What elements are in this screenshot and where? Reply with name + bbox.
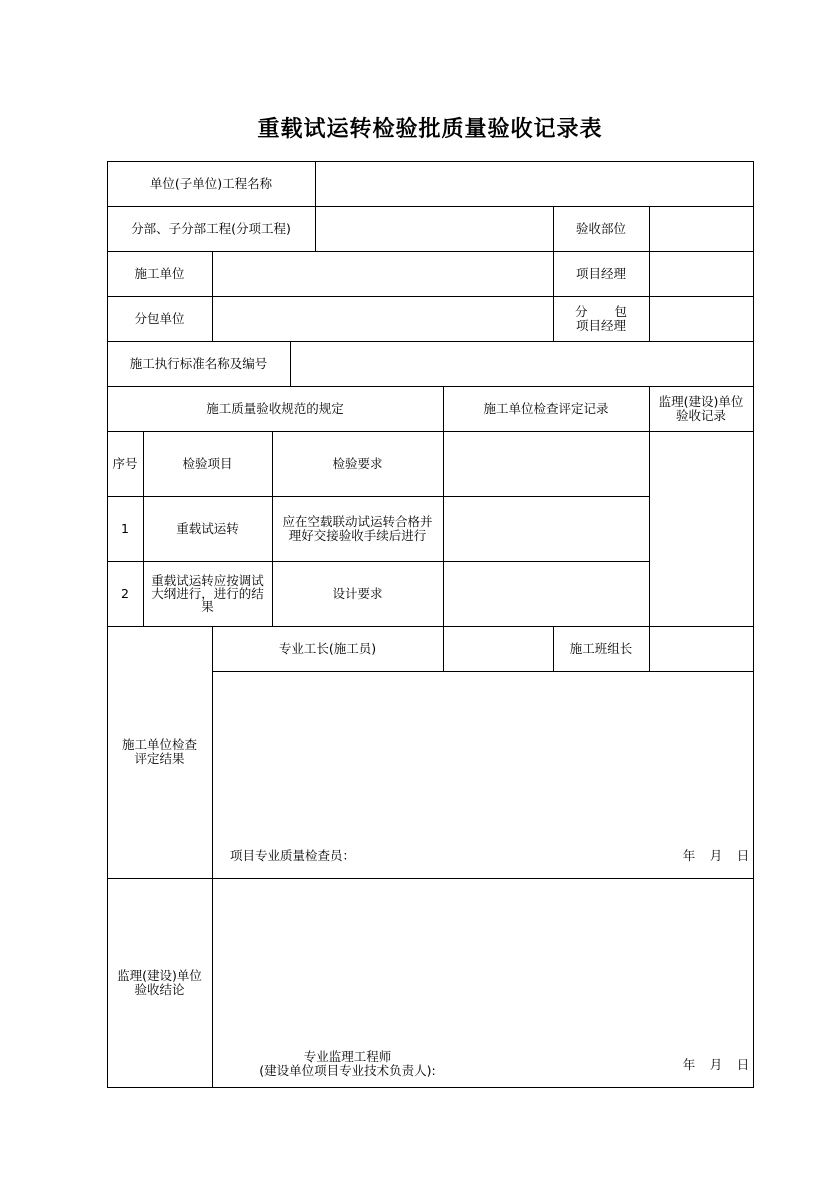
subcontract-pm-bottom: 项目经理 — [575, 317, 626, 333]
result-date-month: 月 — [709, 848, 723, 863]
result-date-day: 日 — [736, 848, 750, 863]
item-2-name — [143, 561, 272, 626]
supervising-engineer-label — [245, 1049, 450, 1079]
item-2-name-line2: 大纲进行，进行的结 — [151, 586, 264, 601]
supervising-engineer-line1: 专业监理工程师 — [303, 1049, 392, 1064]
spec-rules-header: 施工质量验收规范的规定 — [206, 400, 344, 416]
supervisor-conclusion-label — [107, 878, 212, 1087]
item-1-no: 1 — [121, 520, 129, 536]
subcontract-unit-field[interactable] — [213, 297, 553, 341]
supervisor-record-cell[interactable] — [650, 432, 753, 626]
item-2-no: 2 — [121, 585, 129, 601]
supervisor-conclusion-field[interactable] — [213, 879, 753, 1044]
standard-field[interactable] — [291, 342, 753, 386]
subcontract-unit-label: 分包单位 — [134, 310, 185, 326]
subcontract-pm-top — [575, 305, 627, 319]
col-item-header: 检验项目 — [182, 455, 233, 471]
conclusion-date-month: 月 — [709, 1057, 723, 1072]
supervisor-conclusion-line1: 监理(建设)单位 — [117, 967, 202, 983]
subcontract-pm-field[interactable] — [650, 297, 753, 341]
supervising-engineer-line2: (建设单位项目专业技术负责人): — [259, 1063, 436, 1078]
grid-line — [107, 1087, 754, 1088]
form-title: 重载试运转检验批质量验收记录表 — [257, 116, 603, 142]
item-1-requirement — [272, 496, 443, 561]
col-requirement-header: 检验要求 — [332, 455, 383, 471]
project-manager-field[interactable] — [650, 252, 753, 296]
project-name-field[interactable] — [316, 162, 753, 206]
inspection-part-label: 验收部位 — [575, 220, 626, 236]
contractor-record-header: 施工单位检查评定记录 — [483, 400, 609, 416]
inspection-part-field[interactable] — [650, 207, 753, 251]
result-date-year: 年 — [682, 848, 696, 863]
contractor-result-label — [107, 626, 212, 878]
sub-project-field[interactable] — [316, 207, 553, 251]
supervisor-conclusion-line2: 验收结论 — [134, 981, 185, 997]
supervisor-record-line1: 监理(建设)单位 — [658, 393, 744, 409]
foreman-label: 专业工长(施工员) — [278, 640, 377, 656]
construction-unit-field[interactable] — [213, 252, 553, 296]
contractor-record-cell[interactable] — [444, 432, 649, 496]
foreman-field[interactable] — [444, 627, 553, 671]
team-leader-label: 施工班组长 — [569, 640, 633, 656]
contractor-result-line2: 评定结果 — [134, 751, 185, 766]
item-1-name: 重载试运转 — [176, 520, 239, 536]
subcontract-pm-top-right: 包 — [614, 303, 627, 319]
subcontract-pm-label — [553, 296, 649, 341]
construction-unit-label: 施工单位 — [134, 265, 185, 281]
col-no-header: 序号 — [112, 455, 138, 471]
item-2-record[interactable] — [444, 562, 649, 626]
contractor-result-field[interactable] — [213, 672, 753, 842]
subcontract-pm-top-left: 分 — [575, 303, 588, 319]
item-1-requirement-line2: 理好交接验收手续后进行 — [288, 527, 427, 543]
conclusion-date-day: 日 — [736, 1057, 750, 1072]
contractor-result-line1: 施工单位检查 — [121, 737, 197, 752]
standard-label: 施工执行标准名称及编号 — [129, 355, 268, 371]
item-2-name-line1: 重载试运转应按调试 — [151, 573, 264, 588]
item-1-requirement-line1: 应在空载联动试运转合格并 — [282, 513, 433, 529]
supervisor-record-header — [649, 386, 753, 431]
grid-line — [753, 161, 754, 1088]
quality-inspector-label: 项目专业质量检查员： — [230, 848, 356, 863]
project-manager-label: 项目经理 — [575, 265, 626, 281]
item-2-name-line3: 果 — [201, 599, 214, 614]
item-2-requirement: 设计要求 — [332, 585, 383, 601]
sub-project-label: 分部、子分部工程(分项工程) — [131, 220, 291, 236]
team-leader-field[interactable] — [650, 627, 753, 671]
item-1-record[interactable] — [444, 497, 649, 561]
conclusion-date-year: 年 — [682, 1057, 696, 1072]
supervisor-record-line2: 验收记录 — [675, 407, 726, 423]
project-name-label: 单位(子单位)工程名称 — [149, 175, 273, 191]
